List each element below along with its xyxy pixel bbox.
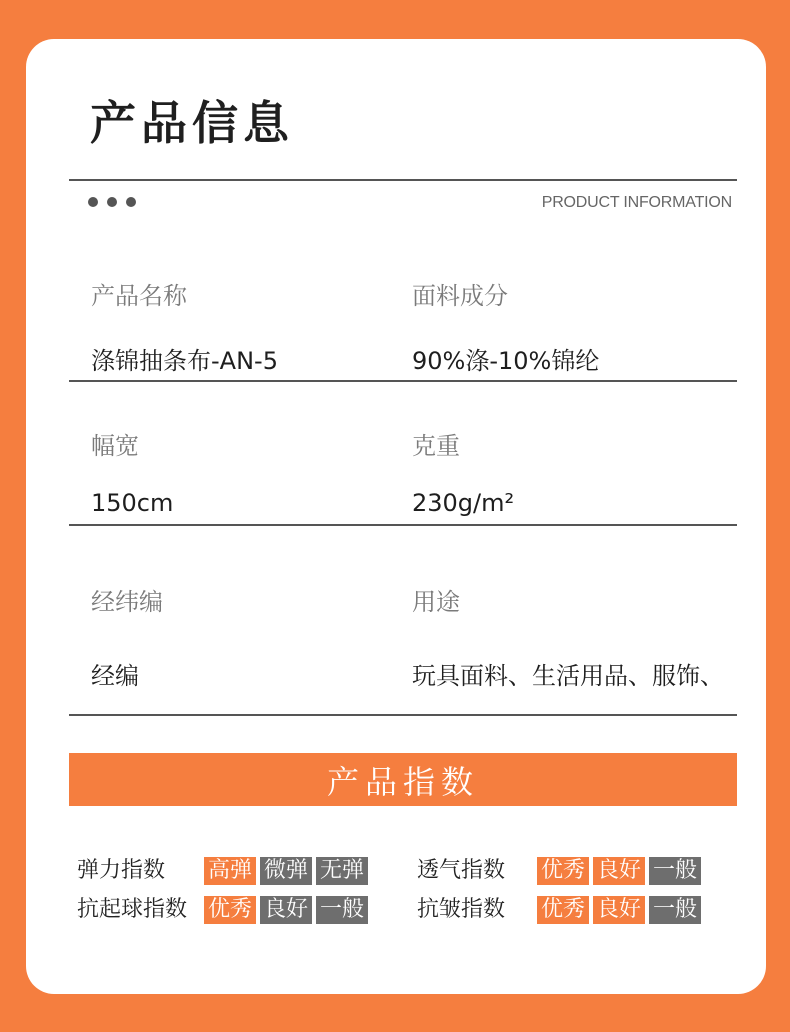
label-knit-type: 经纬编 bbox=[91, 588, 163, 616]
value-weight: 230g/m² bbox=[412, 489, 515, 517]
index-chip: 一般 bbox=[649, 857, 701, 885]
label-usage: 用途 bbox=[412, 588, 460, 616]
indices-banner: 产品指数 bbox=[69, 753, 737, 806]
value-composition: 90%涤-10%锦纶 bbox=[412, 347, 600, 375]
index-chips-elasticity bbox=[204, 857, 368, 885]
row-divider bbox=[69, 380, 737, 382]
index-chip: 微弹 bbox=[260, 857, 312, 885]
value-product-name: 涤锦抽条布-AN-5 bbox=[91, 347, 278, 375]
index-label-breathability: 透气指数 bbox=[417, 858, 506, 883]
index-chip: 一般 bbox=[649, 896, 701, 924]
index-chips-breathability bbox=[537, 857, 701, 885]
title-divider bbox=[69, 179, 737, 181]
index-label-elasticity: 弹力指数 bbox=[77, 858, 166, 883]
page-title: 产品信息 bbox=[90, 96, 294, 150]
dots-decoration bbox=[88, 197, 136, 207]
index-label-anti-wrinkle: 抗皱指数 bbox=[417, 897, 506, 922]
index-chip: 良好 bbox=[593, 896, 645, 924]
index-chip: 高弹 bbox=[204, 857, 256, 885]
label-product-name: 产品名称 bbox=[91, 282, 187, 310]
index-chip: 优秀 bbox=[537, 857, 589, 885]
dot bbox=[88, 197, 98, 207]
value-width: 150cm bbox=[91, 489, 174, 517]
index-chip: 优秀 bbox=[204, 896, 256, 924]
label-width: 幅宽 bbox=[91, 432, 139, 460]
index-chip: 优秀 bbox=[537, 896, 589, 924]
index-chip: 良好 bbox=[260, 896, 312, 924]
value-usage: 玩具面料、生活用品、服饰、 bbox=[412, 662, 724, 690]
index-label-anti-pilling: 抗起球指数 bbox=[77, 897, 188, 922]
index-chips-anti-pilling bbox=[204, 896, 368, 924]
index-chips-anti-wrinkle bbox=[537, 896, 701, 924]
index-chip: 无弹 bbox=[316, 857, 368, 885]
row-divider bbox=[69, 524, 737, 526]
dot bbox=[126, 197, 136, 207]
label-composition: 面料成分 bbox=[412, 282, 508, 310]
dot bbox=[107, 197, 117, 207]
value-knit-type: 经编 bbox=[91, 662, 139, 690]
index-chip: 良好 bbox=[593, 857, 645, 885]
index-chip: 一般 bbox=[316, 896, 368, 924]
page-subtitle: PRODUCT INFORMATION bbox=[541, 194, 732, 211]
label-weight: 克重 bbox=[412, 432, 460, 460]
row-divider bbox=[69, 714, 737, 716]
